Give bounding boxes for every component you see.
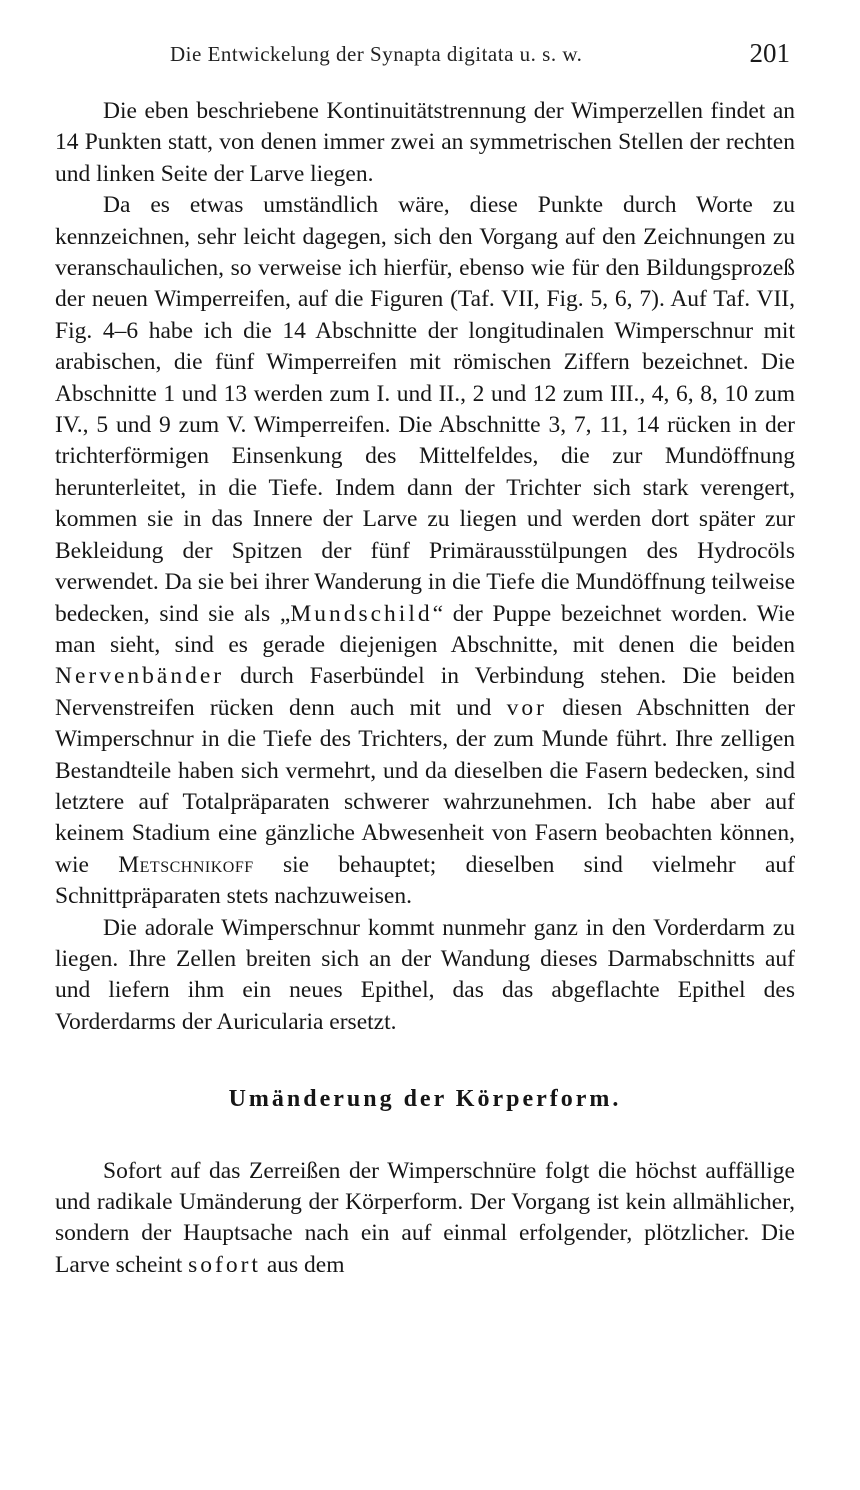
emphasis-sofort: sofort bbox=[188, 1251, 261, 1278]
emphasis-nervenbaender: Nervenbänder bbox=[55, 663, 225, 690]
section-heading: Umänderung der Körperform. bbox=[228, 1086, 622, 1113]
paragraph-2 bbox=[55, 190, 795, 912]
running-title: Die Entwickelung der Synapta digitata u. s. w. bbox=[170, 42, 583, 66]
paragraph-2-text-2: “ der Puppe bezeichnet worden. Wie man sieht, sind es gerade diejenigen Abschnitte, mit denen die beiden bbox=[55, 600, 795, 658]
paragraph-4-text-2: aus dem bbox=[260, 1251, 345, 1278]
page-number: 201 bbox=[749, 38, 790, 68]
paragraph-4 bbox=[55, 1156, 795, 1282]
paragraph-2-text-3: durch Faserbündel in Verbindung stehen. Die beiden Nervenstreifen rücken denn auch mit und bbox=[55, 663, 795, 721]
paragraph-4-text-1: Sofort auf das Zerreißen der Wimperschnüre folgt die höchst auffällige und radikale Umänderung der Körperform. Der Vorgang ist kein allmählicher, sondern der Hauptsache nach ein auf einmal erfolgender, plötzlicher. Die Larve scheint bbox=[55, 1157, 795, 1278]
author-name-metschnikoff: Metschnikoff bbox=[118, 851, 254, 878]
paragraph-2-text-1: Da es etwas umständlich wäre, diese Punkte durch Worte zu kennzeichnen, sehr leicht dagegen, sich den Vorgang auf den Zeichnungen zu veranschaulichen, so verweise ich hierfür, ebenso wie für den Bildungsprozeß der neuen Wimperreifen, auf die Figuren (Taf. VII, Fig. 5, 6, 7). Auf Taf. VII, Fig. 4–6 habe ich die 14 Abschnitte der longitudinalen Wimperschnur mit arabischen, die fünf Wimperreifen mit römischen Ziffern bezeichnet. Die Abschnitte 1 und 13 werden zum I. und II., 2 und 12 zum III., 4, 6, 8, 10 zum IV., 5 und 9 zum V. Wimperreifen. Die Abschnitte 3, 7, 11, 14 rücken in der trichterförmigen Einsenkung des Mittelfeldes, die zur Mundöffnung herunterleitet, in die Tiefe. Indem dann der Trichter sich stark verengert, kommen sie in das Innere der Larve zu liegen und werden dort später zur Bekleidung der Spitzen der fünf Primärausstülpungen des Hydrocöls verwendet. Da sie bei ihrer Wanderung in die Tiefe die Mundöffnung teilweise bedecken, sind sie als „ bbox=[55, 192, 795, 627]
paragraph-1: Die eben beschriebene Kontinuitätstrennung der Wimperzellen findet an 14 Punkten statt, von denen immer zwei an symmetrischen Stellen der rechten und linken Seite der Larve liegen. bbox=[55, 98, 795, 187]
paragraph-2-text-5: sie behauptet; dieselben sind vielmehr auf Schnittpräparaten stets nachzuweisen. bbox=[55, 851, 795, 910]
body-text bbox=[55, 96, 795, 1281]
page-header bbox=[0, 36, 860, 76]
emphasis-mundschild: Mundschild bbox=[290, 600, 433, 627]
emphasis-vor: vor bbox=[506, 694, 547, 721]
paragraph-3: Die adorale Wimperschnur kommt nunmehr ganz in den Vorderdarm zu liegen. Ihre Zellen breiten sich an der Wandung dieses Darmabschnitts auf und liefern ihm ein neues Epithel, das das abgeflachte Epithel des Vorderdarms der Auricularia ersetzt. bbox=[55, 914, 795, 1035]
paragraph-2-text-4: diesen Abschnitten der Wimperschnur in die Tiefe des Trichters, der zum Munde führt. Ihre zelligen Bestandteile haben sich vermehrt, und da dieselben die Fasern bedecken, sind letztere auf Totalpräparaten schwerer wahrzunehmen. Ich habe aber auf keinem Stadium eine gänzliche Abwesenheit von Fasern beobachten können, wie bbox=[55, 694, 795, 878]
